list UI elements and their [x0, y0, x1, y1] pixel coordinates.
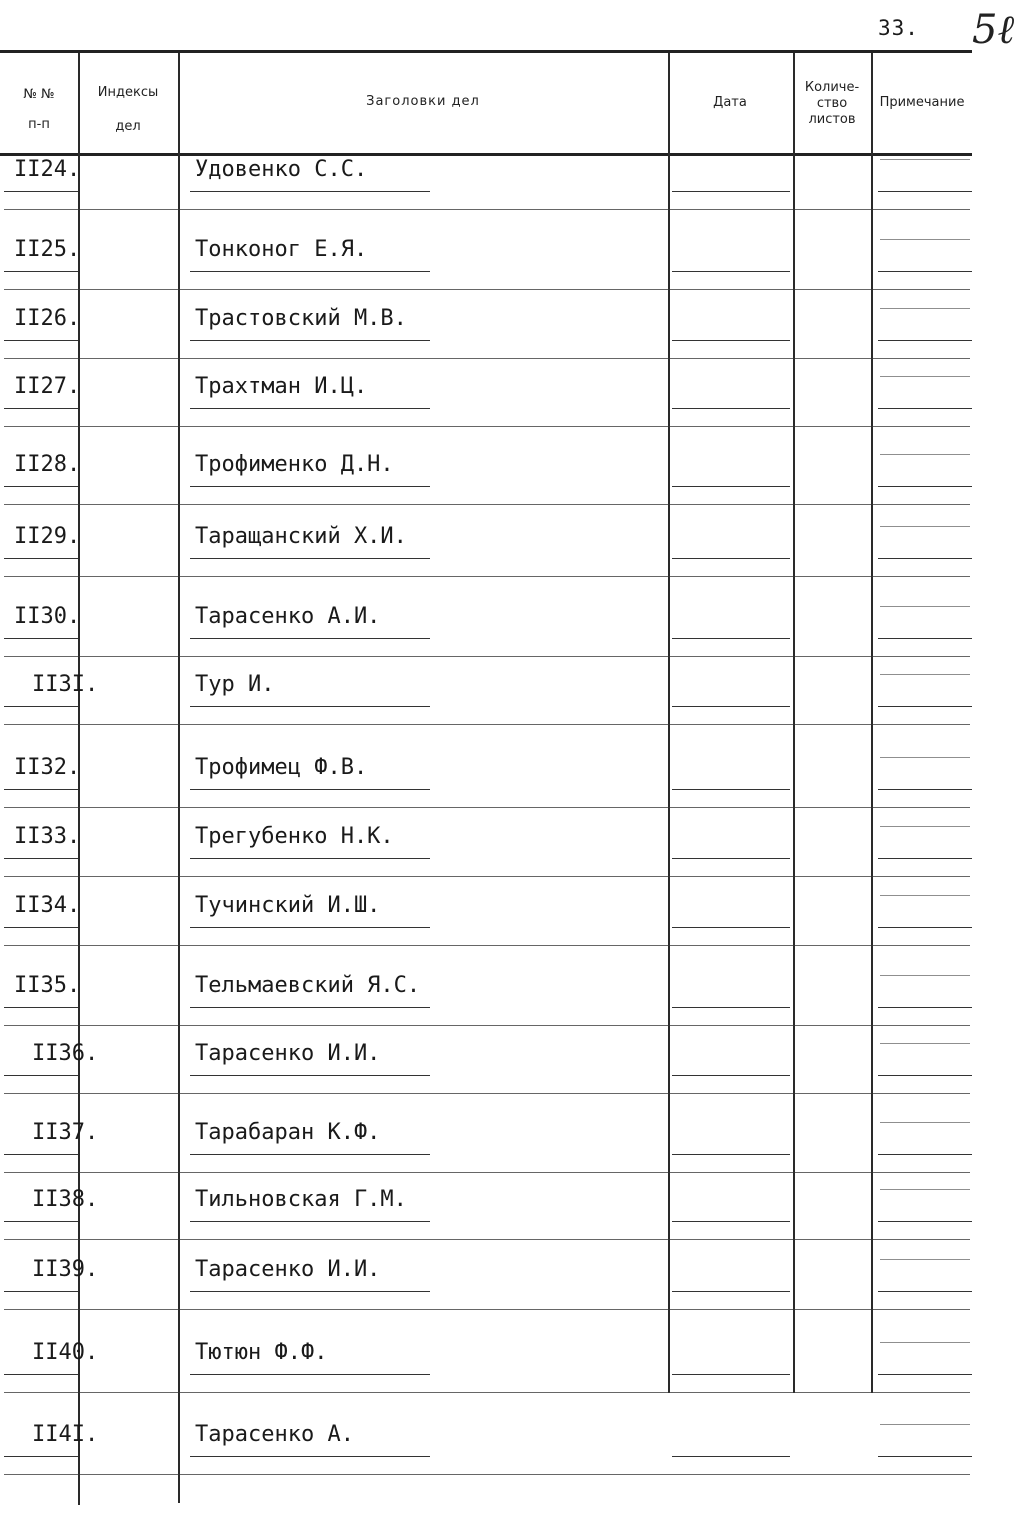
form-line [880, 1122, 970, 1123]
row-number: II33. [14, 824, 81, 849]
row-number: II36. [32, 1041, 99, 1066]
form-line [190, 271, 430, 272]
form-line [672, 1075, 790, 1076]
row-number: II3I. [32, 672, 99, 697]
form-line [4, 576, 970, 577]
form-line [672, 486, 790, 487]
form-line [4, 1474, 970, 1475]
form-line [4, 271, 78, 272]
form-line [190, 1291, 430, 1292]
form-line [4, 724, 970, 725]
form-line [672, 271, 790, 272]
form-line [880, 159, 970, 160]
form-line [878, 1154, 972, 1155]
form-line [880, 1342, 970, 1343]
form-line [880, 526, 970, 527]
form-line [4, 706, 78, 707]
row-number: II24. [14, 157, 81, 182]
form-line [190, 1075, 430, 1076]
form-line [4, 340, 78, 341]
form-line [190, 1456, 430, 1457]
form-line [4, 927, 78, 928]
form-line [880, 454, 970, 455]
form-line [4, 209, 970, 210]
form-line [4, 426, 970, 427]
form-line [878, 789, 972, 790]
form-line [672, 408, 790, 409]
form-line [672, 927, 790, 928]
row-title: Таращанский Х.И. [195, 524, 407, 549]
form-line [878, 1374, 972, 1375]
row-number: II35. [14, 973, 81, 998]
form-line [4, 1309, 970, 1310]
form-line [190, 1221, 430, 1222]
form-line [4, 807, 970, 808]
header-date: Дата [713, 95, 747, 110]
form-line [672, 858, 790, 859]
form-line [4, 1007, 78, 1008]
row-title: Трофименко Д.Н. [195, 452, 394, 477]
form-line [878, 191, 972, 192]
row-number: II37. [32, 1120, 99, 1145]
form-line [190, 1007, 430, 1008]
row-number: II38. [32, 1187, 99, 1212]
column-divider-3 [668, 53, 670, 1393]
header-bottom-border [0, 153, 972, 156]
row-number: II29. [14, 524, 81, 549]
form-line [4, 1456, 78, 1457]
row-title: Тарасенко И.И. [195, 1257, 381, 1282]
form-line [4, 638, 78, 639]
page-number: 33. [878, 16, 919, 40]
form-line [190, 638, 430, 639]
form-line [4, 1374, 78, 1375]
row-title: Тарасенко А. [195, 1422, 354, 1447]
form-line [672, 1291, 790, 1292]
form-line [4, 504, 970, 505]
form-line [880, 239, 970, 240]
form-line [880, 975, 970, 976]
form-line [878, 1221, 972, 1222]
column-divider-5 [871, 53, 873, 1393]
form-line [880, 826, 970, 827]
form-line [4, 191, 78, 192]
form-line [4, 1025, 970, 1026]
header-number: № № п-п [23, 87, 55, 132]
form-line [672, 1154, 790, 1155]
form-line [878, 408, 972, 409]
header-notes: Примечание [879, 95, 965, 110]
form-line [672, 558, 790, 559]
row-number: II25. [14, 237, 81, 262]
form-line [4, 558, 78, 559]
row-title: Удовенко С.С. [195, 157, 368, 182]
form-line [880, 674, 970, 675]
form-line [880, 1259, 970, 1260]
form-line [878, 706, 972, 707]
header-indexes: Индексы дел [97, 85, 159, 134]
form-line [4, 358, 970, 359]
form-line [672, 340, 790, 341]
form-line [190, 858, 430, 859]
row-title: Трастовский М.В. [195, 306, 407, 331]
form-line [4, 1093, 970, 1094]
form-line [878, 271, 972, 272]
row-title: Трахтман И.Ц. [195, 374, 368, 399]
form-line [880, 308, 970, 309]
form-line [4, 1221, 78, 1222]
form-line [190, 706, 430, 707]
form-line [190, 191, 430, 192]
form-line [190, 927, 430, 928]
header-sheets: Количе- ство листов [804, 80, 860, 127]
column-divider-4 [793, 53, 795, 1393]
form-line [672, 1456, 790, 1457]
form-line [4, 486, 78, 487]
form-line [190, 486, 430, 487]
form-line [190, 340, 430, 341]
form-line [878, 1075, 972, 1076]
form-line [4, 876, 970, 877]
form-line [672, 1221, 790, 1222]
form-line [4, 1154, 78, 1155]
form-line [672, 789, 790, 790]
form-line [4, 1239, 970, 1240]
handwritten-mark: 5ℓ [972, 7, 1015, 53]
row-title: Тучинский И.Ш. [195, 893, 381, 918]
row-number: II30. [14, 604, 81, 629]
form-line [4, 408, 78, 409]
row-title: Тарасенко И.И. [195, 1041, 381, 1066]
row-title: Тильновская Г.М. [195, 1187, 407, 1212]
form-line [878, 1007, 972, 1008]
form-line [878, 340, 972, 341]
form-line [672, 706, 790, 707]
form-line [672, 1007, 790, 1008]
form-line [4, 945, 970, 946]
row-number: II39. [32, 1257, 99, 1282]
form-line [880, 1189, 970, 1190]
form-line [880, 376, 970, 377]
row-number: II40. [32, 1340, 99, 1365]
row-number: II34. [14, 893, 81, 918]
form-line [4, 1392, 970, 1393]
form-line [880, 606, 970, 607]
form-line [878, 858, 972, 859]
form-line [878, 1291, 972, 1292]
form-line [190, 1154, 430, 1155]
form-line [4, 789, 78, 790]
row-title: Тонконог Е.Я. [195, 237, 368, 262]
form-line [190, 408, 430, 409]
row-title: Трегубенко Н.К. [195, 824, 394, 849]
form-line [4, 1291, 78, 1292]
form-line [878, 638, 972, 639]
form-line [672, 638, 790, 639]
header-titles: Заголовки дел [366, 94, 480, 109]
row-title: Тур И. [195, 672, 275, 697]
top-border [0, 50, 972, 53]
form-line [880, 1043, 970, 1044]
row-number: II26. [14, 306, 81, 331]
row-title: Тельмаевский Я.С. [195, 973, 421, 998]
form-line [4, 656, 970, 657]
row-title: Трофимец Ф.В. [195, 755, 368, 780]
form-line [880, 1424, 970, 1425]
form-line [4, 858, 78, 859]
form-line [672, 1374, 790, 1375]
form-line [4, 1172, 970, 1173]
form-line [880, 895, 970, 896]
row-number: II4I. [32, 1422, 99, 1447]
form-line [878, 1456, 972, 1457]
form-line [190, 558, 430, 559]
form-line [878, 486, 972, 487]
form-line [4, 1075, 78, 1076]
row-number: II27. [14, 374, 81, 399]
row-title: Тютюн Ф.Ф. [195, 1340, 328, 1365]
form-line [878, 558, 972, 559]
form-line [672, 191, 790, 192]
row-number: II32. [14, 755, 81, 780]
row-number: II28. [14, 452, 81, 477]
column-divider-2 [178, 53, 180, 1503]
form-line [190, 1374, 430, 1375]
form-line [878, 927, 972, 928]
row-title: Тарасенко А.И. [195, 604, 381, 629]
form-line [4, 289, 970, 290]
form-line [880, 757, 970, 758]
row-title: Тарабаран К.Ф. [195, 1120, 381, 1145]
form-line [190, 789, 430, 790]
